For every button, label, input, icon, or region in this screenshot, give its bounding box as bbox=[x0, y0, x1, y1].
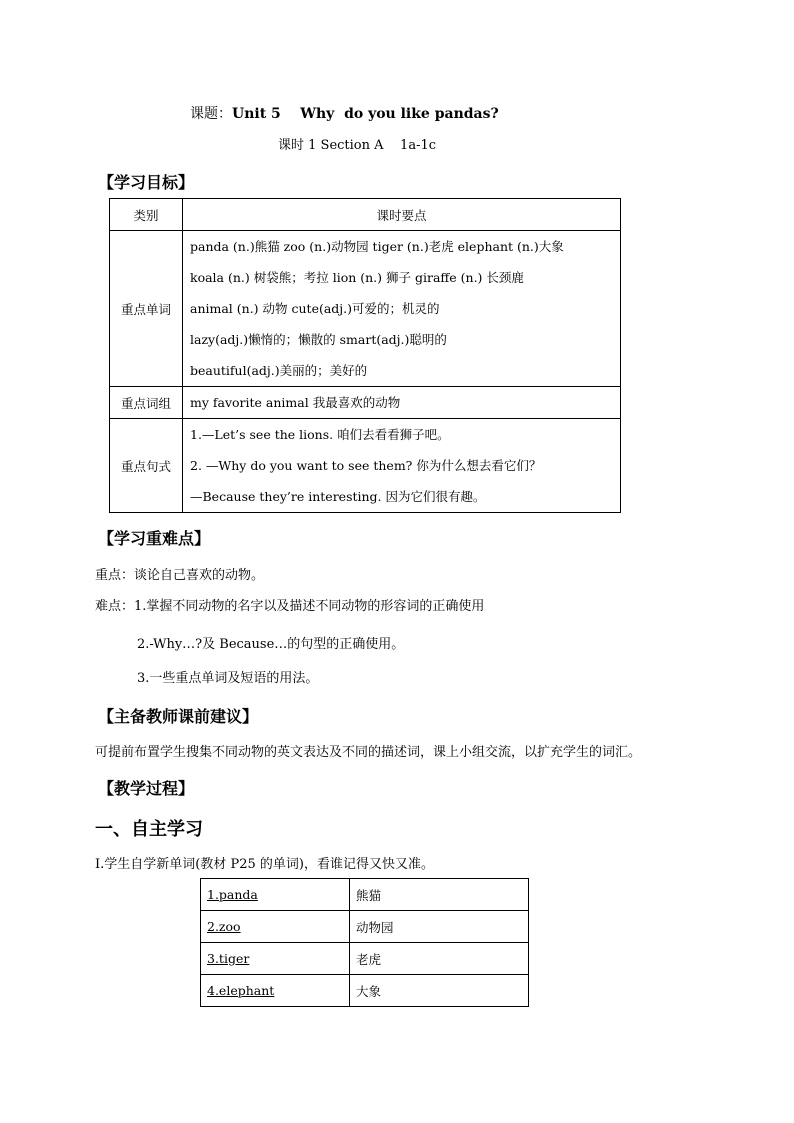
objectives-table bbox=[109, 198, 621, 513]
title-prefix: 课题： bbox=[190, 106, 232, 122]
vocab-meaning: 老虎 bbox=[350, 943, 529, 975]
section-self-study: 一、自主学习 bbox=[95, 819, 203, 840]
difficult-item-3: 3.一些重点单词及短语的用法。 bbox=[137, 671, 319, 686]
table-row bbox=[110, 419, 621, 513]
table-row bbox=[201, 943, 529, 975]
title-main: Unit 5 Why do you like pandas? bbox=[232, 106, 499, 122]
content-line: panda (n.)熊猫 zoo (n.)动物园 tiger (n.)老虎 elephant (n.)大象 bbox=[190, 239, 564, 254]
objectives-heading: 【学习目标】 bbox=[98, 173, 195, 192]
vocab-word: 2.zoo bbox=[201, 911, 350, 943]
header-points: 课时要点 bbox=[183, 199, 621, 231]
content-line: beautiful(adj.)美丽的；美好的 bbox=[190, 363, 368, 378]
vocab-meaning: 熊猫 bbox=[350, 879, 529, 911]
vocab-word: 3.tiger bbox=[201, 943, 350, 975]
difficult-text: 难点：1.掌握不同动物的名字以及描述不同动物的形容词的正确使用 bbox=[95, 599, 485, 614]
table-row bbox=[201, 975, 529, 1007]
vocab-table bbox=[200, 878, 529, 1007]
content-line: 1.—Let’s see the lions. 咱们去看看狮子吧。 bbox=[190, 427, 450, 442]
content-line: lazy(adj.)懒惰的；懒散的 smart(adj.)聪明的 bbox=[190, 332, 447, 347]
row-category: 重点单词 bbox=[110, 231, 183, 387]
row-content bbox=[183, 387, 621, 419]
vocab-meaning: 大象 bbox=[350, 975, 529, 1007]
row-content bbox=[183, 419, 621, 513]
header-category: 类别 bbox=[110, 199, 183, 231]
suggestion-text: 可提前布置学生搜集不同动物的英文表达及不同的描述词，课上小组交流，以扩充学生的词汇。 bbox=[95, 745, 642, 760]
self-study-instruction: I.学生自学新单词(教材 P25 的单词)，看谁记得又快又准。 bbox=[95, 857, 434, 872]
difficult-item-2: 2.-Why…?及 Because…的句型的正确使用。 bbox=[137, 637, 405, 652]
row-category: 重点句式 bbox=[110, 419, 183, 513]
difficulties-heading: 【学习重难点】 bbox=[98, 529, 211, 548]
vocab-word: 1.panda bbox=[201, 879, 350, 911]
row-category: 重点词组 bbox=[110, 387, 183, 419]
content-line: koala (n.) 树袋熊；考拉 lion (n.) 狮子 giraffe (n.) 长颈鹿 bbox=[190, 270, 524, 285]
table-row bbox=[110, 231, 621, 387]
focus-text: 重点：谈论自己喜欢的动物。 bbox=[95, 568, 265, 583]
lesson-subtitle: 课时 1 Section A 1a-1c bbox=[278, 138, 437, 153]
content-line: 2. —Why do you want to see them? 你为什么想去看它们？ bbox=[190, 458, 542, 473]
vocab-meaning: 动物园 bbox=[350, 911, 529, 943]
table-row bbox=[110, 387, 621, 419]
content-line: —Because they’re interesting. 因为它们很有趣。 bbox=[190, 489, 486, 504]
content-line: my favorite animal 我最喜欢的动物 bbox=[190, 395, 401, 410]
process-heading: 【教学过程】 bbox=[98, 779, 195, 798]
table-row bbox=[201, 879, 529, 911]
row-content bbox=[183, 231, 621, 387]
suggestion-heading: 【主备教师课前建议】 bbox=[98, 707, 259, 726]
table-row bbox=[201, 911, 529, 943]
vocab-word: 4.elephant bbox=[201, 975, 350, 1007]
content-line: animal (n.) 动物 cute(adj.)可爱的；机灵的 bbox=[190, 301, 440, 316]
table-header-row bbox=[110, 199, 621, 231]
lesson-title bbox=[190, 103, 499, 123]
